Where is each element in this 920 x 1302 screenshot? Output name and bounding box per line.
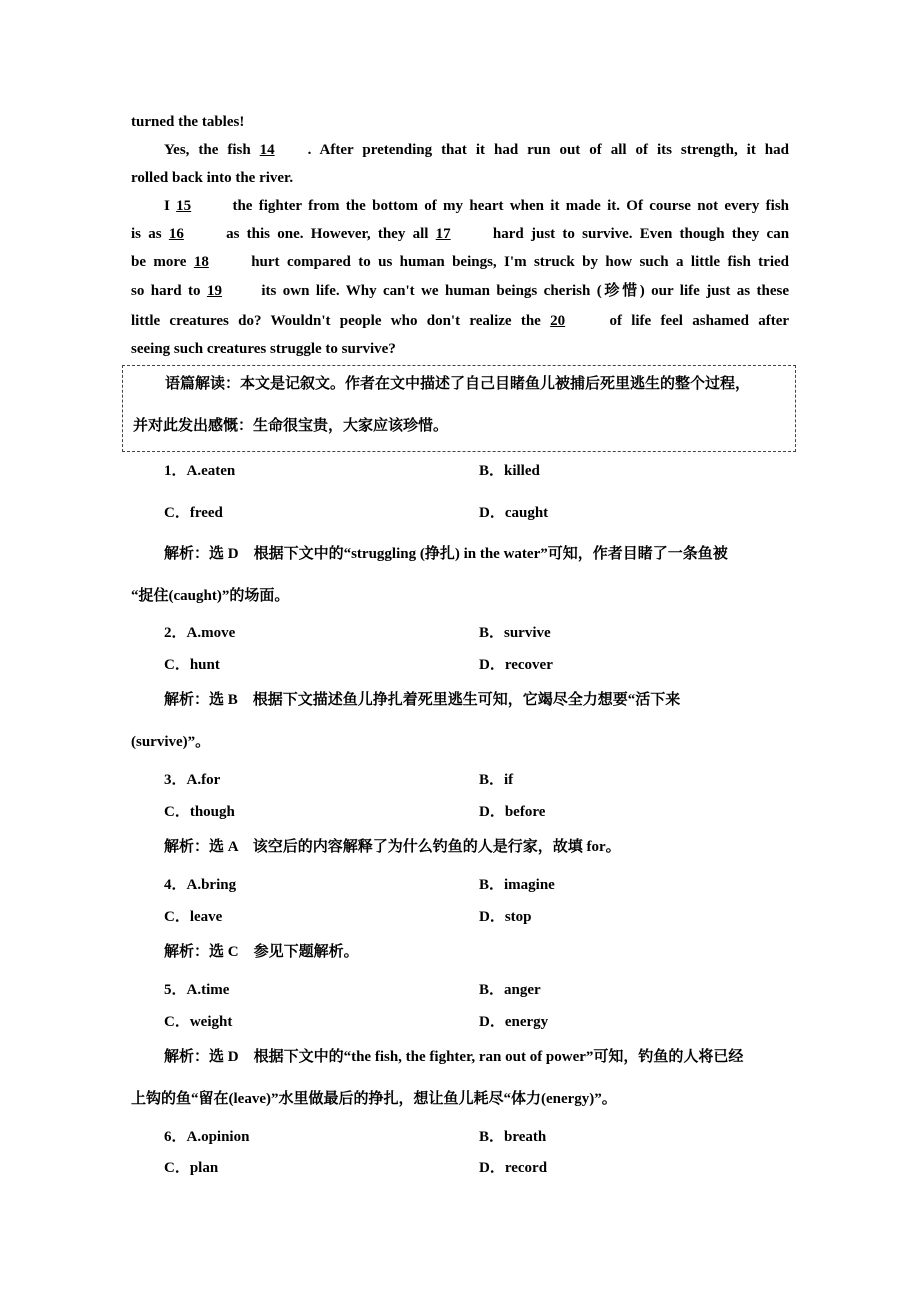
passage-text: be more	[131, 254, 187, 270]
option-2a: 2．A.move	[164, 625, 236, 641]
option-2b: B．survive	[479, 625, 551, 641]
option-4d: D．stop	[479, 909, 532, 925]
passage-text: little creatures do? Wouldn't people who don't realize the	[131, 313, 541, 329]
passage-text: is as	[131, 226, 162, 242]
option-1c: C．freed	[164, 505, 223, 521]
option-2c: C．hunt	[164, 657, 220, 673]
option-6a: 6．A.opinion	[164, 1129, 250, 1145]
explanation-2-cont: (survive)”。	[131, 734, 211, 750]
blank-17: 17	[435, 226, 451, 242]
option-6d: D．record	[479, 1160, 548, 1176]
option-5a: 5．A.time	[164, 982, 230, 998]
option-4b: B．imagine	[479, 877, 555, 893]
passage-text: hard just to survive. Even though they can	[492, 226, 790, 242]
option-1b: B．killed	[479, 463, 540, 479]
passage-line	[131, 196, 789, 216]
analysis-line-2: 并对此发出感慨：生命很宝贵，大家应该珍惜。	[133, 418, 449, 434]
passage-line	[131, 339, 789, 359]
passage-line	[131, 281, 789, 301]
passage-text: as this one. However, they all	[226, 226, 429, 242]
option-5b: B．anger	[479, 982, 541, 998]
explanation-1-cont: “捉住(caught)”的场面。	[131, 588, 290, 604]
passage-line	[131, 224, 789, 244]
passage-text: its own life. Why can't we human beings cherish (珍惜) our life just as these	[261, 283, 790, 299]
analysis-box	[122, 365, 796, 452]
passage-text: of life feel ashamed after	[609, 313, 790, 329]
blank-16: 16	[168, 226, 184, 242]
passage-text: rolled back into the river.	[131, 170, 294, 186]
explanation-2: 解析：选 B 根据下文描述鱼儿挣扎着死里逃生可知，它竭尽全力想要“活下来	[164, 692, 681, 708]
passage-line	[131, 168, 789, 188]
passage-text: so hard to	[131, 283, 201, 299]
explanation-1: 解析：选 D 根据下文中的“struggling (挣扎) in the water”可知，作者目睹了一条鱼被	[164, 546, 728, 562]
option-1a: 1．A.eaten	[164, 463, 236, 479]
blank-15: 15	[176, 198, 192, 214]
option-1d: D．caught	[479, 505, 549, 521]
explanation-5-cont: 上钩的鱼“留在(leave)”水里做最后的挣扎，想让鱼儿耗尽“体力(energy)”。	[131, 1091, 617, 1107]
option-3d: D．before	[479, 804, 546, 820]
passage-line	[131, 311, 789, 331]
passage-line	[131, 112, 789, 132]
blank-18: 18	[193, 254, 209, 270]
passage-text: . After pretending that it had run out of all of its strength, it had	[307, 142, 789, 158]
option-2d: D．recover	[479, 657, 553, 673]
option-5d: D．energy	[479, 1014, 549, 1030]
passage-text: I	[164, 198, 170, 214]
passage-text: seeing such creatures struggle to survive?	[131, 341, 396, 357]
explanation-5: 解析：选 D 根据下文中的“the fish, the fighter, ran out of power”可知，钓鱼的人将已经	[164, 1049, 744, 1065]
option-4c: C．leave	[164, 909, 223, 925]
option-4a: 4．A.bring	[164, 877, 237, 893]
option-3a: 3．A.for	[164, 772, 221, 788]
blank-20: 20	[550, 313, 566, 329]
passage-line	[131, 252, 789, 272]
option-5c: C．weight	[164, 1014, 233, 1030]
blank-14: 14	[259, 142, 275, 158]
passage-text: hurt compared to us human beings, I'm struck by how such a little fish tried	[251, 254, 790, 270]
option-6b: B．breath	[479, 1129, 547, 1145]
explanation-4: 解析：选 C 参见下题解析。	[164, 944, 359, 960]
passage-line	[131, 140, 789, 160]
option-3c: C．though	[164, 804, 235, 820]
blank-19: 19	[206, 283, 222, 299]
option-6c: C．plan	[164, 1160, 219, 1176]
analysis-line-1: 语篇解读：本文是记叙文。作者在文中描述了自己目睹鱼儿被捕后死里逃生的整个过程，	[165, 376, 751, 392]
passage-text: the fighter from the bottom of my heart when it made it. Of course not every fish	[232, 198, 789, 214]
passage-text: turned the tables!	[131, 114, 245, 130]
option-3b: B．if	[479, 772, 514, 788]
passage-text: Yes, the fish	[164, 142, 251, 158]
explanation-3: 解析：选 A 该空后的内容解释了为什么钓鱼的人是行家，故填 for。	[164, 839, 621, 855]
